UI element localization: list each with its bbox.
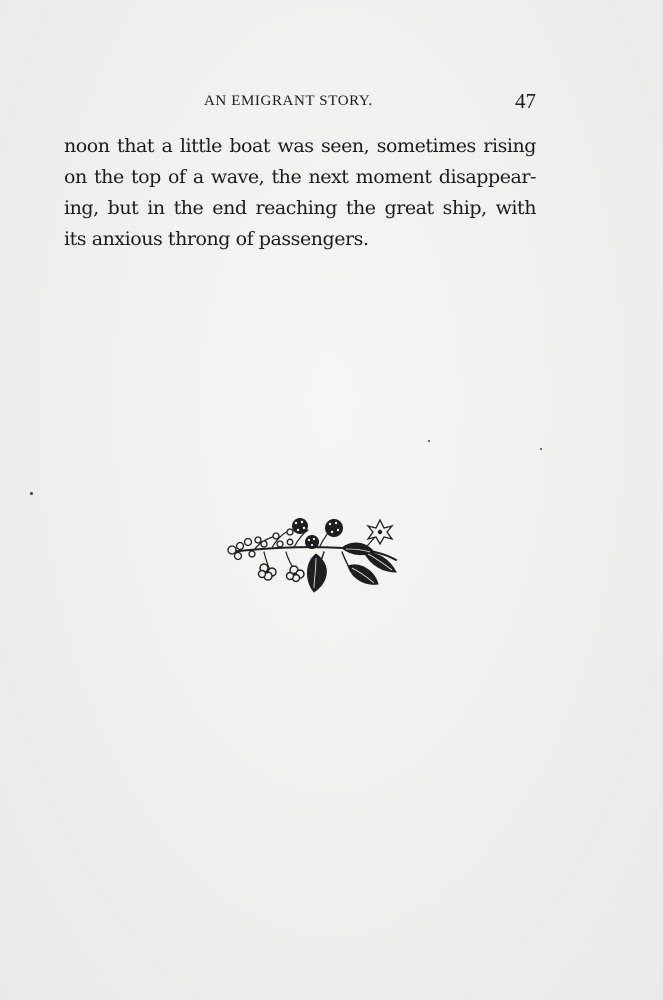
floral-sprig-icon — [224, 512, 404, 600]
page-number: 47 — [515, 89, 536, 113]
text-line: noon that a little boat was seen, sometimes rising — [64, 135, 536, 157]
scan-speck — [540, 448, 542, 450]
scan-speck — [30, 492, 33, 495]
scan-speck — [428, 440, 430, 442]
text-line: ing, but in the end reaching the great ship, with — [64, 197, 536, 219]
text-line: its anxious throng of passengers. — [64, 228, 369, 250]
text-line: on the top of a wave, the next moment disappear- — [64, 166, 536, 188]
body-paragraph — [64, 131, 536, 255]
running-title: AN EMIGRANT STORY. — [204, 93, 373, 109]
running-head — [64, 90, 536, 114]
